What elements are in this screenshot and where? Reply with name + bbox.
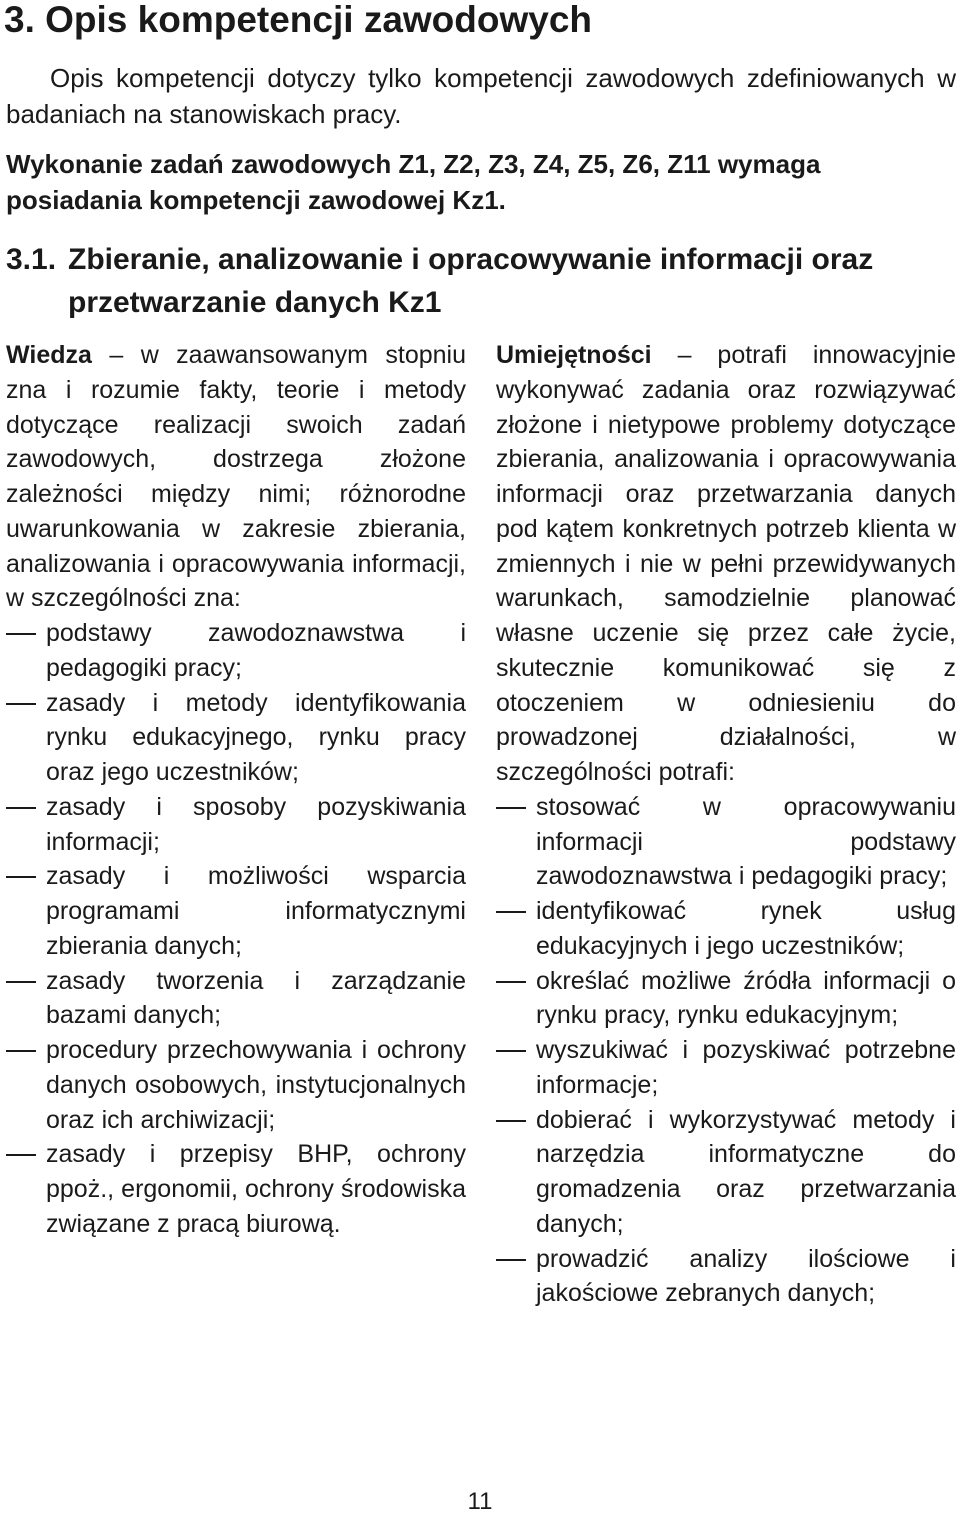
list-item	[496, 1103, 956, 1242]
list-item	[6, 859, 466, 963]
dash-bullet	[496, 911, 526, 913]
section-title: Zbieranie, analizowanie i opracowywanie informacji oraz przetwarzanie danych Kz1	[68, 243, 874, 319]
dash-bullet	[6, 876, 36, 878]
section-number: 3.1.	[6, 243, 57, 276]
knowledge-column	[6, 338, 466, 1242]
list-item	[496, 790, 956, 894]
knowledge-text: w zaawansowanym stopniu zna i rozumie fakty, teorie i metody dotyczące realizacji swoich zadań zawodowych, dostrzega złożone zależności między nimi; różnorodne uwarunkowania w zakresie zbierania, analizowania i opracowywania informacji, w szczególności zna:	[6, 341, 466, 613]
dash-bullet	[6, 1154, 36, 1156]
section-heading	[6, 238, 956, 324]
skills-list	[496, 790, 956, 1311]
list-item-text: stosować w opracowywaniu informacji podstawy zawodoznawstwa i pedagogiki pracy;	[536, 792, 956, 891]
dash-bullet	[496, 1050, 526, 1052]
page-number: 11	[467, 1488, 493, 1515]
list-item-text: zasady i przepisy BHP, ochrony ppoż., ergonomii, ochrony środowiska związane z pracą biurową.	[46, 1140, 466, 1238]
list-item-text: prowadzić analizy ilościowe i jakościowe zebranych danych;	[536, 1244, 956, 1308]
list-item-text: dobierać i wykorzystywać metody i narzędzia informatyczne do gromadzenia oraz przetwarzania danych;	[536, 1105, 956, 1238]
dash-bullet	[496, 1120, 526, 1122]
skills-text: potrafi innowacyjnie wykonywać zadania oraz rozwiązywać złożone i nietypowe problemy dotyczące zbierania, analizowania i opracowywania informacji oraz przetwarzania danych pod kątem konkretnych potrzeb klienta w zmiennych i nie w pełni przewidywanych warunkach, samodzielnie planować własne uczenie się przez całe życie, skutecznie komunikować się z otoczeniem w odniesieniu do prowadzonej działalności, w szczególności potrafi:	[496, 341, 956, 786]
dash-bullet	[6, 981, 36, 983]
list-item	[496, 964, 956, 1034]
intro-paragraph: Opis kompetencji dotyczy tylko kompetencji zawodowych zdefiniowanych w badaniach na stanowiskach pracy.	[6, 63, 956, 129]
list-item	[6, 1137, 466, 1241]
list-item-text: określać możliwe źródła informacji o rynku pracy, rynku edukacyjnym;	[536, 966, 956, 1030]
knowledge-label: Wiedza	[6, 341, 92, 369]
skills-lead	[496, 338, 956, 790]
knowledge-dash: –	[109, 341, 124, 369]
knowledge-lead	[6, 338, 466, 616]
list-item-text: procedury przechowywania i ochrony danych osobowych, instytucjonalnych oraz ich archiwizacji;	[46, 1036, 466, 1134]
list-item-text: zasady i metody identyfikowania rynku edukacyjnego, rynku pracy oraz jego uczestników;	[46, 688, 466, 786]
list-item-text: zasady i możliwości wsparcia programami informatycznymi zbierania danych;	[46, 862, 466, 960]
dash-bullet	[496, 981, 526, 983]
list-item-text: zasady i sposoby pozyskiwania informacji;	[46, 792, 466, 856]
dash-bullet	[6, 1050, 36, 1052]
skills-dash: –	[677, 341, 692, 369]
list-item	[6, 790, 466, 860]
list-item-text: podstawy zawodoznawstwa i pedagogiki pracy;	[46, 619, 466, 682]
skills-label: Umiejętności	[496, 341, 652, 369]
chapter-heading: 3. Opis kompetencji zawodowych	[4, 0, 593, 40]
knowledge-list	[6, 616, 466, 1242]
list-item-text: zasady tworzenia i zarządzanie bazami danych;	[46, 966, 466, 1030]
dash-bullet	[496, 1259, 526, 1261]
list-item-text: identyfikować rynek usług edukacyjnych i jego uczestników;	[536, 897, 956, 960]
list-item	[6, 616, 466, 686]
dash-bullet	[6, 633, 36, 635]
list-item	[496, 1033, 956, 1103]
skills-column	[496, 338, 956, 1311]
requirement-paragraph: Wykonanie zadań zawodowych Z1, Z2, Z3, Z4, Z5, Z6, Z11 wymaga posiadania kompetencji zawodowej Kz1.	[6, 149, 821, 215]
list-item	[496, 894, 956, 964]
dash-bullet	[6, 703, 36, 705]
dash-bullet	[496, 807, 526, 809]
list-item	[6, 686, 466, 790]
list-item	[6, 1033, 466, 1137]
list-item-text: wyszukiwać i pozyskiwać potrzebne informacje;	[536, 1036, 956, 1099]
dash-bullet	[6, 807, 36, 809]
list-item	[6, 964, 466, 1034]
list-item	[496, 1242, 956, 1312]
